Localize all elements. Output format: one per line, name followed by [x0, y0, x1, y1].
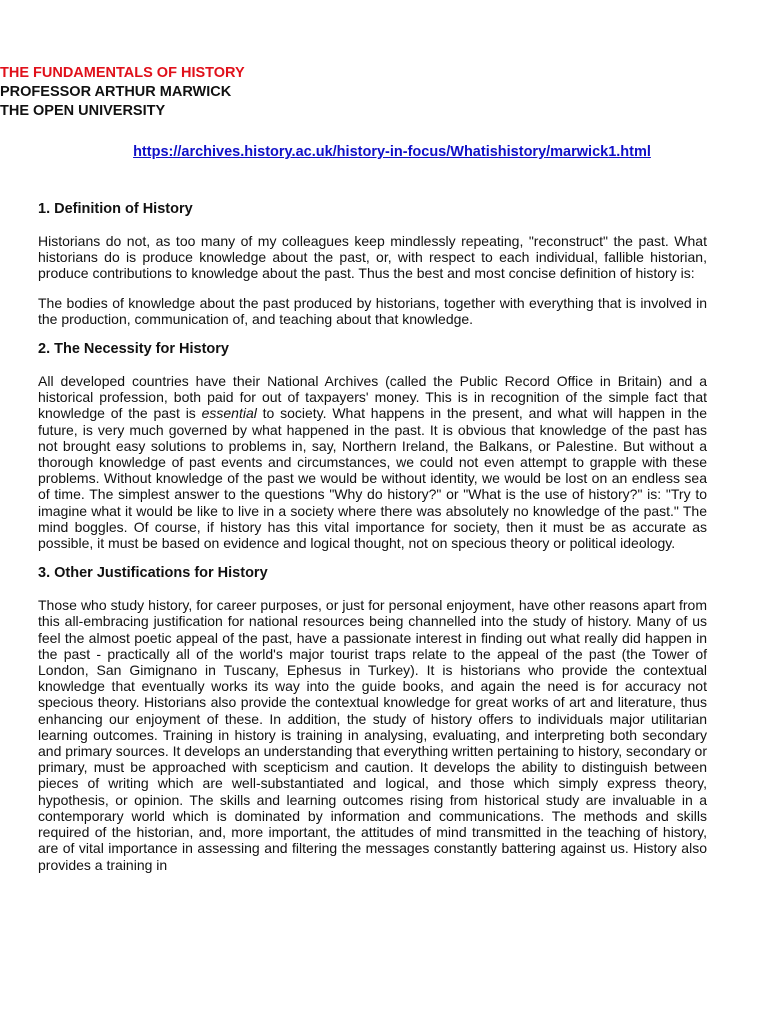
paragraph: The bodies of knowledge about the past produced by historians, together with everything that is involved in the production, communication of, and teaching about that knowledge. — [38, 294, 707, 327]
section-heading: 2. The Necessity for History — [38, 341, 229, 358]
section-heading: 1. Definition of History — [38, 201, 193, 217]
paragraph: Historians do not, as too many of my colleagues keep mindlessly repeating, "reconstruct" the past. What historians do is produce knowledge about the past, or, with respect to each individual, fallible historian, produce contributions to knowledge about the past. Thus the best and most concise definition of history is: — [38, 233, 707, 282]
section-other-justifications — [38, 564, 707, 872]
document-header — [0, 64, 768, 161]
paragraph — [38, 373, 707, 551]
institution-name: THE OPEN UNIVERSITY — [0, 103, 166, 119]
paragraph-text: All developed countries have their National Archives (called the Public Record Office in Britain) and a historical profession, both paid for out of taxpayers' money. This is in recognition of the simple fact that knowledge of the past is — [38, 373, 707, 422]
document-title: THE FUNDAMENTALS OF HISTORY — [0, 65, 245, 81]
document-body — [38, 200, 707, 886]
emphasis-text: essential — [201, 405, 257, 422]
section-necessity — [38, 340, 707, 551]
paragraph-text: to society. What happens in the present, and what will happen in the future, is very much governed by what happened in the past. It is obvious that knowledge of the past has not brought easy solutions to problems in, say, Northern Ireland, the Balkans, or Palestine. But without a thorough knowledge of past events and circumstances, we could not even attempt to grapple with these problems. Without knowledge of the past we would be without identity, we would be lost on an endless sea of time. The simplest answer to the questions "Why do history?" or "What is the use of history?" is: "Try to imagine what it would be like to live in a society where there was absolutely no knowledge of the past." The mind boggles. Of course, if history has this vital importance for society, then it must be as accurate as possible, it must be based on evidence and logical thought, not on specious theory or political ideology. — [38, 405, 707, 552]
source-link[interactable]: https://archives.history.ac.uk/history-in-focus/Whatishistory/marwick1.html — [133, 144, 651, 160]
paragraph: Those who study history, for career purposes, or just for personal enjoyment, have other reasons apart from this all-embracing justification for national resources being channelled into the study of history. Many of us feel the almost poetic appeal of the past, have a passionate interest in finding out what really did happen in the past - practically all of the world's major tourist traps relate to the appeal of the past (the Tower of London, San Gimignano in Tuscany, Ephesus in Turkey). It is historians who provide the contextual knowledge that eventually works its way into the guide books, and again the need is for accuracy not specious theory. Historians also provide the contextual knowledge for great works of art and literature, thus enhancing our enjoyment of these. In addition, the study of history offers to individuals major utilitarian learning outcomes. Training in history is training in analysing, evaluating, and interpreting both secondary and primary sources. It develops an understanding that everything written pertaining to history, secondary or primary, must be approached with scepticism and caution. It develops the ability to distinguish between pieces of writing which are well-substantiated and logical, and those which simply express theory, hypothesis, or opinion. The skills and learning outcomes rising from historical study are invaluable in a contemporary world which is dominated by information and communications. The methods and skills required of the historian, and, more important, the attitudes of mind transmitted in the teaching of history, are of vital importance in assessing and filtering the messages constantly battering against us. History also provides a training in — [38, 597, 707, 873]
section-heading: 3. Other Justifications for History — [38, 565, 268, 582]
author-name: PROFESSOR ARTHUR MARWICK — [0, 84, 232, 100]
section-definition — [38, 200, 707, 327]
